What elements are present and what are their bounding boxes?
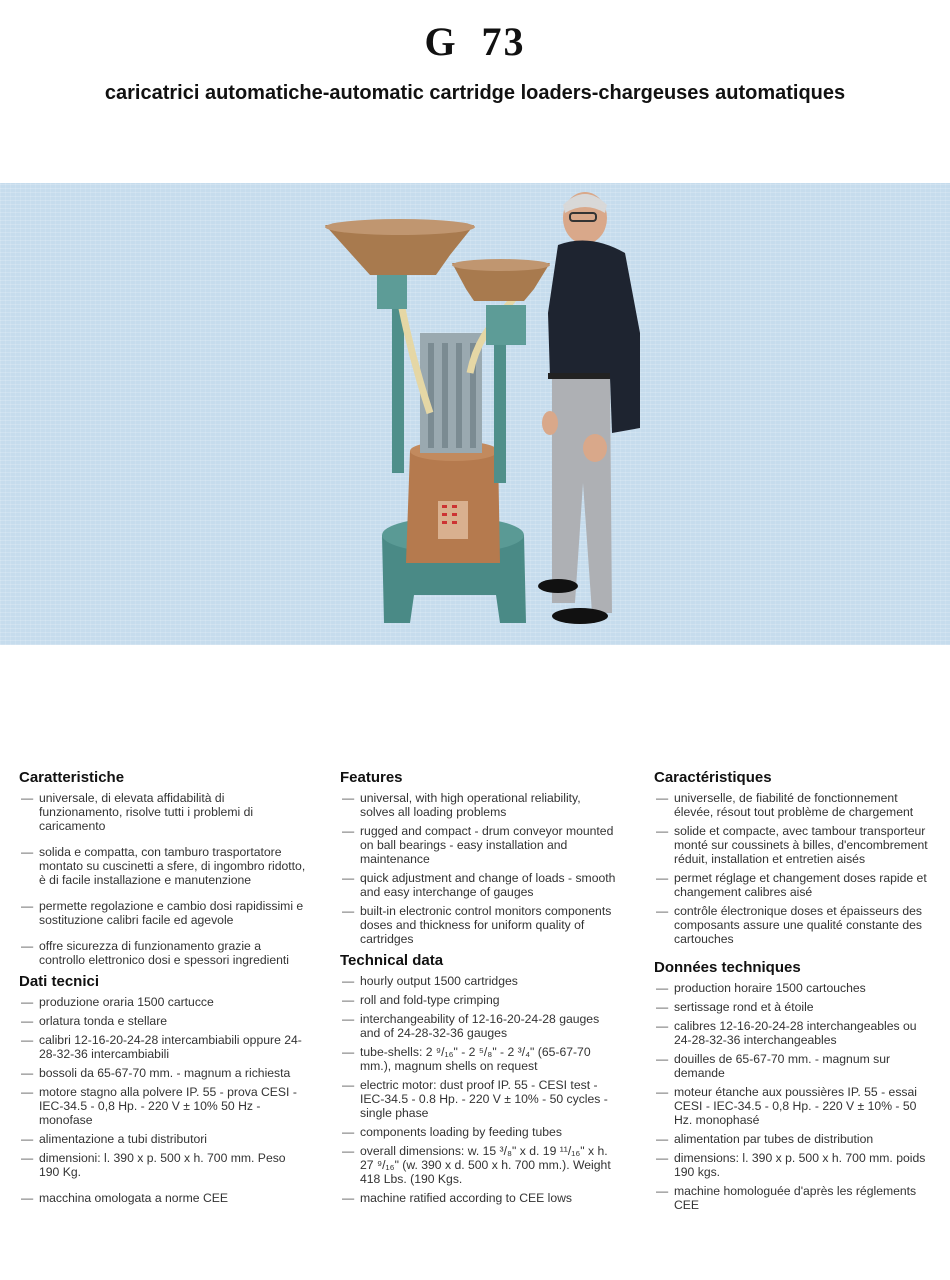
list-item: — electric motor: dust proof IP. 55 - CESI test - IEC-34.5 - 0.8 Hp. - 220 V ± 10% - 50 cycles - single phase: [342, 1078, 608, 1120]
list-item: — tube-shells: 2 ⁹/₁₆" - 2 ⁵/₈" - 2 ³/₄" (65-67-70 mm.), magnum shells on request: [342, 1045, 591, 1073]
list-item: — alimentation par tubes de distribution: [656, 1132, 874, 1146]
list-item: — sertissage rond et à étoile: [656, 1000, 814, 1014]
machine-and-person-illustration: [0, 183, 950, 645]
list-item: — hourly output 1500 cartridges: [342, 974, 518, 988]
french-column: [654, 768, 930, 1217]
list-item: — universale, di elevata affidabilità di funzionamento, risolve tutti i problemi di caricamento: [21, 791, 254, 833]
list-item: — machine ratified according to CEE lows: [342, 1191, 573, 1205]
english-features-heading: Features: [340, 769, 403, 786]
list-item: — quick adjustment and change of loads - smooth and easy interchange of gauges: [342, 871, 616, 899]
right-column: [494, 333, 506, 483]
list-item: — alimentazione a tubi distributori: [21, 1132, 208, 1146]
list-item: — dimensions: l. 390 x p. 500 x h. 700 mm. poids 190 kgs.: [656, 1151, 926, 1179]
person-figure: [538, 192, 640, 624]
english-tech-list: [340, 974, 618, 1205]
english-column: [340, 768, 618, 1210]
list-item: — calibres 12-16-20-24-28 interchangeables ou 24-28-32-36 interchangeables: [656, 1019, 917, 1047]
list-item: — douilles de 65-67-70 mm. - magnum sur demande: [656, 1052, 891, 1080]
list-item: — universelle, de fiabilité de fonctionnement élevée, résout tout problème de chargement: [656, 791, 914, 819]
list-item: — interchangeability of 12-16-20-24-28 gauges and of 24-28-32-36 gauges: [342, 1012, 600, 1040]
english-tech-heading: Technical data: [340, 952, 444, 969]
list-item: — permette regolazione e cambio dosi rapidissimi e sostituzione calibri facile ed agevole: [21, 899, 304, 927]
list-item: — offre sicurezza di funzionamento grazie a controllo elettronico dosi e spessori ingredienti: [21, 939, 289, 967]
italian-tech-heading: Dati tecnici: [19, 973, 100, 990]
list-item: — calibri 12-16-20-24-28 intercambiabili oppure 24-28-32-36 intercambiabili: [21, 1033, 302, 1061]
french-tech-heading: Données techniques: [654, 959, 801, 976]
italian-tech-list: [19, 995, 309, 1205]
person-trousers: [552, 379, 612, 613]
product-subtitle: caricatrici automatiche-automatic cartridge loaders-chargeuses automatiques: [104, 82, 846, 104]
right-motor: [486, 305, 526, 345]
list-item: — contrôle électronique doses et épaisseurs des composants assure une qualité constante des cartouches: [656, 904, 922, 946]
list-item: — moteur étanche aux poussières IP. 55 - essai CESI - IEC-34.5 - 0,8 Hp. - 220 V ± 10% - 50 Hz. monophasé: [656, 1085, 917, 1127]
product-photo: [0, 183, 950, 645]
left-motor: [377, 275, 407, 309]
italian-features-heading: Caratteristiche: [19, 769, 125, 786]
english-features-list: [340, 791, 618, 946]
list-item: — built-in electronic control monitors components doses and thickness for uniform quality of cartridges: [342, 904, 612, 946]
list-item: — produzione oraria 1500 cartucce: [21, 995, 214, 1009]
italian-features-list: [19, 791, 309, 967]
list-item: — permet réglage et changement doses rapide et changement calibres aisé: [656, 871, 927, 899]
list-item: — orlatura tonda e stellare: [21, 1014, 168, 1028]
list-item: — roll and fold-type crimping: [342, 993, 500, 1007]
list-item: — dimensioni: l. 390 x p. 500 x h. 700 mm. Peso 190 Kg.: [21, 1151, 286, 1179]
italian-column: [19, 768, 309, 1210]
list-item: — macchina omologata a norme CEE: [21, 1191, 229, 1205]
list-item: — universal, with high operational reliability, solves all loading problems: [342, 791, 581, 819]
french-features-heading: Caractéristiques: [654, 769, 772, 786]
french-features-list: [654, 791, 930, 946]
list-item: — machine homologuée d'après les réglements CEE: [656, 1184, 917, 1212]
list-item: — rugged and compact - drum conveyor mounted on ball bearings - easy installation and maintenance: [342, 824, 614, 866]
list-item: — overall dimensions: w. 15 ³/₈" x d. 19 ¹¹/₁₆" x h. 27 ⁹/₁₆" (w. 390 x d. 500 x h. 700 mm.). Weight 418 Lbs. (190 Kgs.: [342, 1144, 611, 1186]
list-item: — production horaire 1500 cartouches: [656, 981, 866, 995]
list-item: — motore stagno alla polvere IP. 55 - prova CESI - IEC-34.5 - 0,8 Hp. - 220 V ± 10% 50 Hz - monofase: [21, 1085, 297, 1127]
french-tech-list: [654, 981, 930, 1212]
list-item: — components loading by feeding tubes: [342, 1125, 562, 1139]
model-title: G 73: [424, 19, 526, 64]
list-item: — bossoli da 65-67-70 mm. - magnum a richiesta: [21, 1066, 291, 1080]
list-item: — solide et compacte, avec tambour transporteur monté sur coussinets à billes, d'encombrement réduit, installation et entretien aisés: [656, 824, 928, 866]
list-item: — solida e compatta, con tamburo trasportatore montato su cuscinetti a sfere, di ingombro ridotto, è di facile installazione e manutenzione: [21, 845, 306, 887]
